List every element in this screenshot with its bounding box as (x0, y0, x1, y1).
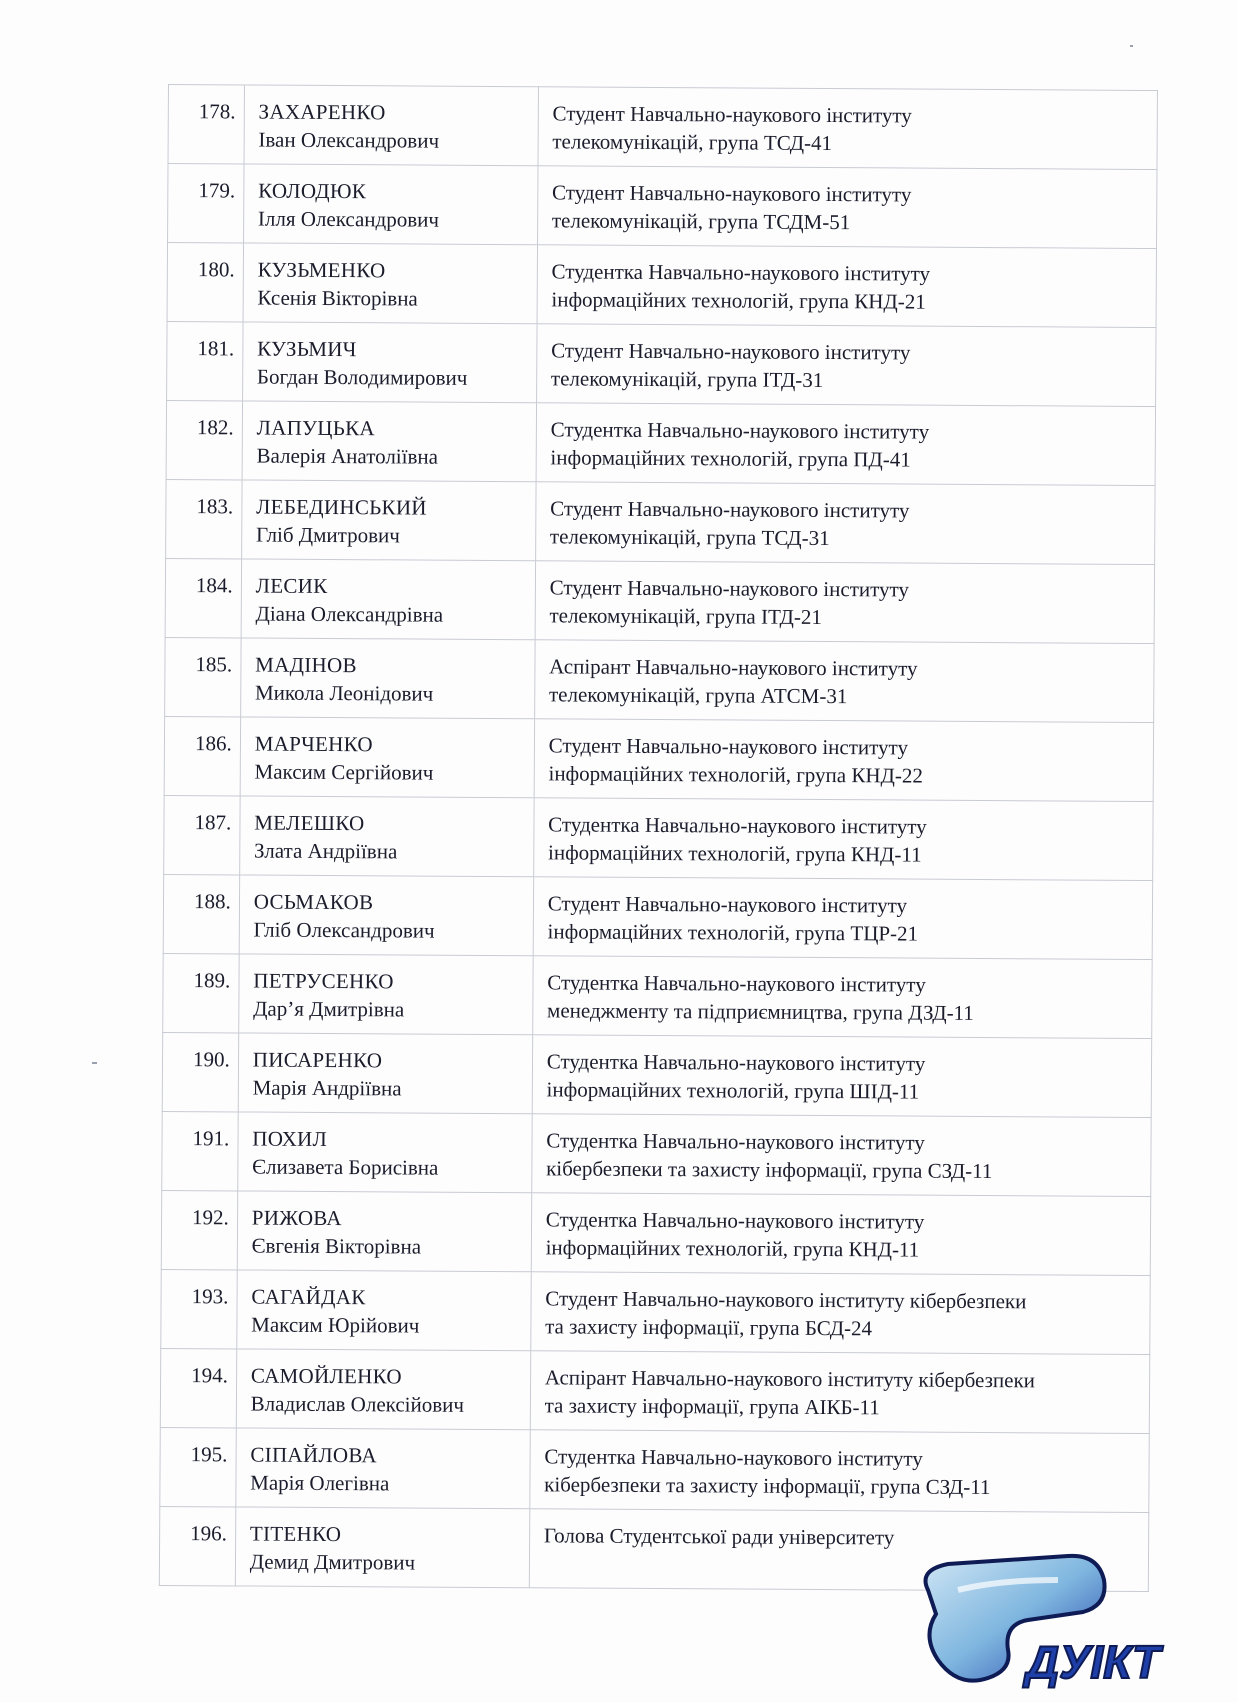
table-row (161, 1190, 1150, 1275)
given-names: Єлизавета Борисівна (252, 1154, 439, 1180)
row-number: 188. (163, 874, 239, 953)
description-line-1: Студент Навчально-наукового інституту (547, 891, 908, 918)
row-number: 184. (165, 558, 241, 637)
description-line-1: Студент Навчально-наукового інституту кібербезпеки (545, 1286, 1027, 1314)
description-line-1: Студент Навчально-наукового інституту (550, 496, 910, 523)
position-description-cell (535, 482, 1155, 565)
position-description-cell (536, 403, 1156, 486)
given-names: Ксенія Вікторівна (257, 285, 418, 311)
surname: ПОХИЛ (252, 1126, 328, 1151)
table-row (166, 479, 1155, 564)
description-line-2: та захисту інформації, група БСД-24 (545, 1314, 873, 1341)
row-number: 178. (168, 85, 244, 164)
row-number: 193. (161, 1269, 237, 1348)
position-description-cell (536, 324, 1156, 407)
table-row (167, 321, 1156, 406)
person-name-cell (237, 1191, 531, 1272)
description-line-1: Студент Навчально-наукового інституту (548, 733, 909, 760)
surname: ЛЕБЕДИНСЬКИЙ (256, 494, 427, 520)
row-number: 189. (163, 953, 239, 1032)
description-line-2: телекомунікацій, група АТСМ-31 (548, 682, 848, 709)
person-name-cell (238, 1033, 532, 1114)
table-row (164, 795, 1153, 880)
row-number: 183. (166, 479, 242, 558)
surname: КУЗЬМЕНКО (257, 257, 386, 283)
person-name-cell (241, 480, 535, 561)
person-name-cell (237, 1270, 531, 1351)
position-description-cell (531, 1114, 1151, 1197)
description-line-1: Студентка Навчально-наукового інституту (546, 1128, 925, 1155)
given-names: Марія Олегівна (250, 1470, 390, 1496)
description-line-2: телекомунікацій, група ТСД-31 (549, 524, 830, 551)
surname: ЗАХАРЕНКО (258, 99, 386, 125)
table-row (163, 874, 1152, 959)
surname: МЕЛЕШКО (254, 810, 365, 836)
person-name-cell (243, 243, 537, 324)
given-names: Валерія Анатоліївна (256, 443, 439, 469)
description-line-1: Студент Навчально-наукового інституту (552, 101, 912, 128)
roster-table (159, 84, 1158, 1592)
person-name-cell (242, 322, 536, 403)
description-line-2: телекомунікацій, група ТСД-41 (552, 129, 833, 156)
surname: ОСЬМАКОВ (253, 889, 374, 915)
table-row (168, 164, 1157, 249)
description-line-2: інформаційних технологій, група ПД-41 (550, 445, 911, 472)
description-line-2: телекомунікацій, група ІТД-31 (550, 366, 824, 393)
surname: ПИСАРЕНКО (252, 1047, 383, 1073)
row-number: 196. (159, 1506, 235, 1585)
person-name-cell (238, 954, 532, 1035)
description-line-1: Аспірант Навчально-наукового інституту (549, 654, 918, 681)
logo-text: ДУІКТ (1026, 1636, 1161, 1688)
position-description-cell (530, 1351, 1150, 1434)
position-description-cell (533, 877, 1153, 960)
row-number: 180. (167, 243, 243, 322)
person-name-cell (235, 1507, 529, 1588)
given-names: Максим Сергійович (254, 759, 434, 785)
person-name-cell (240, 638, 534, 719)
given-names: Злата Андріївна (254, 838, 398, 864)
given-names: Марія Андріївна (252, 1075, 402, 1101)
given-names: Гліб Олександрович (253, 917, 435, 943)
position-description-cell (530, 1430, 1150, 1513)
position-description-cell (537, 166, 1157, 249)
university-logo (908, 1550, 1208, 1700)
description-line-1: Студентка Навчально-наукового інституту (546, 1049, 926, 1076)
position-description-cell (537, 245, 1157, 328)
description-line-1: Студентка Навчально-наукового інституту (550, 417, 930, 444)
table-row (160, 1348, 1149, 1433)
table-row (162, 1032, 1151, 1117)
description-line-1: Студент Навчально-наукового інституту (549, 575, 910, 602)
person-name-cell (239, 796, 533, 877)
given-names: Діана Олександрівна (255, 601, 444, 627)
description-line-2: інформаційних технологій, група КНД-11 (545, 1235, 920, 1262)
table-row (167, 243, 1156, 328)
row-number: 187. (164, 795, 240, 874)
scan-speck (92, 1062, 97, 1064)
description-line-1: Студент Навчально-наукового інституту (551, 338, 911, 365)
person-name-cell (244, 85, 538, 166)
surname: ПЕТРУСЕНКО (253, 968, 394, 994)
surname: СІПАЙЛОВА (250, 1442, 377, 1468)
surname: САГАЙДАК (251, 1284, 366, 1310)
description-line-1: Студентка Навчально-наукового інституту (548, 812, 927, 839)
table-row (161, 1269, 1150, 1354)
surname: КОЛОДЮК (258, 178, 367, 204)
given-names: Євгенія Вікторівна (251, 1233, 422, 1259)
surname: МАРЧЕНКО (254, 731, 374, 757)
surname: РИЖОВА (251, 1205, 342, 1231)
row-number: 179. (168, 164, 244, 243)
description-line-2: інформаційних технологій, група ШІД-11 (546, 1077, 920, 1104)
surname: ТІТЕНКО (249, 1521, 342, 1547)
position-description-cell (532, 956, 1152, 1039)
table-row (163, 953, 1152, 1038)
position-description-cell (538, 87, 1158, 170)
position-description-cell (531, 1272, 1151, 1355)
row-number: 195. (160, 1427, 236, 1506)
person-name-cell (242, 401, 536, 482)
description-line-2: інформаційних технологій, група КНД-11 (547, 840, 922, 867)
given-names: Демид Дмитрович (249, 1549, 416, 1575)
table-row (168, 85, 1157, 170)
table-row (166, 400, 1155, 485)
description-line-2: телекомунікацій, група ТСДМ-51 (551, 208, 851, 235)
description-line-2: кібербезпеки та захисту інформації, група СЗД-11 (544, 1472, 991, 1500)
given-names: Микола Леонідович (254, 680, 434, 706)
description-line-1: Студентка Навчально-наукового інституту (551, 259, 931, 286)
position-description-cell (534, 719, 1154, 802)
given-names: Іван Олександрович (258, 127, 440, 153)
description-line-1: Студентка Навчально-наукового інституту (547, 970, 926, 997)
description-line-1: Студент Навчально-наукового інституту (552, 180, 912, 207)
scan-speck (1130, 45, 1133, 47)
roster-body (159, 85, 1157, 1592)
table-row (165, 637, 1154, 722)
description-line-2: телекомунікацій, група ІТД-21 (549, 603, 822, 630)
surname: ЛЕСИК (255, 573, 328, 598)
description-line-1: Студентка Навчально-наукового інституту (545, 1207, 925, 1234)
description-line-1: Студентка Навчально-наукового інституту (544, 1444, 923, 1471)
given-names: Владислав Олексійович (250, 1391, 465, 1417)
description-line-1: Голова Студентської ради університету (543, 1523, 895, 1550)
row-number: 191. (162, 1111, 238, 1190)
given-names: Ілля Олександрович (257, 206, 440, 232)
row-number: 181. (167, 321, 243, 400)
given-names: Гліб Дмитрович (255, 522, 400, 548)
description-line-2: менеджменту та підприємництва, група ДЗД-11 (547, 998, 974, 1025)
description-line-1: Аспірант Навчально-наукового інституту кібербезпеки (544, 1365, 1036, 1393)
person-name-cell (243, 164, 537, 245)
table-row (164, 716, 1153, 801)
table-row (165, 558, 1154, 643)
position-description-cell (532, 1035, 1152, 1118)
description-line-2: інформаційних технологій, група КНД-21 (551, 287, 926, 314)
description-line-2: інформаційних технологій, група ТЦР-21 (547, 919, 919, 946)
person-name-cell (236, 1349, 530, 1430)
description-line-2: інформаційних технологій, група КНД-22 (548, 761, 923, 788)
row-number: 194. (160, 1348, 236, 1427)
position-description-cell (531, 1193, 1151, 1276)
given-names: Дар’я Дмитрівна (253, 996, 405, 1022)
person-name-cell (240, 717, 534, 798)
position-description-cell (533, 798, 1153, 881)
person-name-cell (238, 1112, 532, 1193)
person-name-cell (236, 1428, 530, 1509)
position-description-cell (535, 561, 1155, 644)
row-number: 185. (165, 637, 241, 716)
description-line-2: кібербезпеки та захисту інформації, група СЗД-11 (546, 1156, 993, 1184)
table-row (160, 1427, 1149, 1512)
row-number: 186. (164, 716, 240, 795)
row-number: 190. (162, 1032, 238, 1111)
row-number: 192. (161, 1190, 237, 1269)
position-description-cell (534, 640, 1154, 723)
surname: МАДІНОВ (255, 652, 357, 678)
description-line-2: та захисту інформації, група АІКБ-11 (544, 1393, 880, 1420)
surname: САМОЙЛЕНКО (250, 1363, 402, 1389)
row-number: 182. (166, 400, 242, 479)
given-names: Богдан Володимирович (256, 364, 468, 390)
person-name-cell (241, 559, 535, 640)
given-names: Максим Юрійович (251, 1312, 420, 1338)
surname: КУЗЬМИЧ (257, 336, 357, 362)
person-name-cell (239, 875, 533, 956)
table-row (162, 1111, 1151, 1196)
surname: ЛАПУЦЬКА (256, 415, 375, 441)
